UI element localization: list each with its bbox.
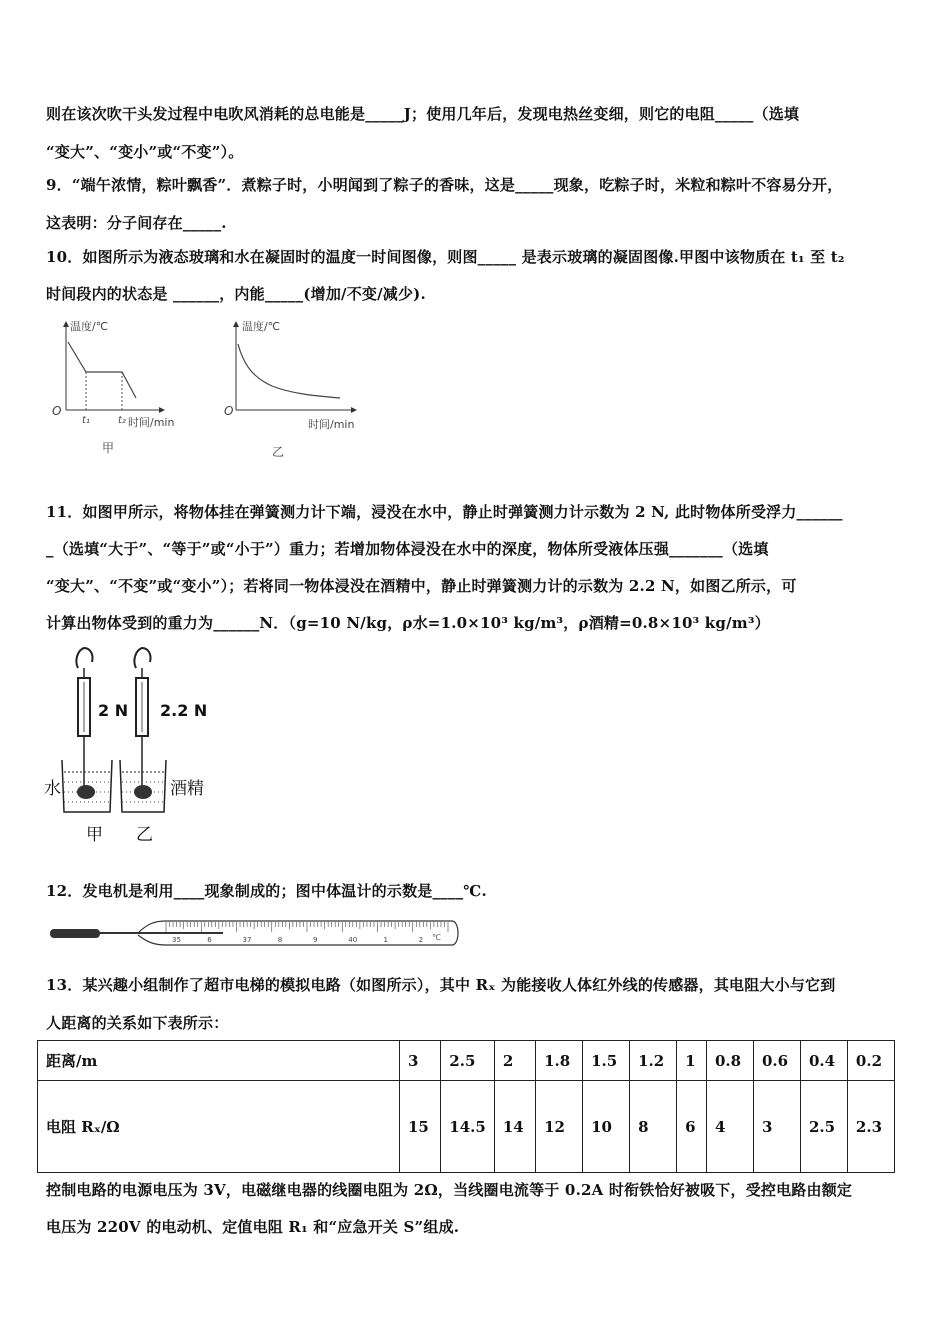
q13-text-line-1: 13．某兴趣小组制作了超市电梯的模拟电路（如图所示），其中 Rₓ 为能接收人体红外线的传感器，其电阻大小与它到 — [46, 976, 836, 994]
table-cell: 2.5 — [800, 1081, 847, 1173]
table-cell: 1.8 — [536, 1041, 583, 1081]
table-cell: 6 — [677, 1081, 707, 1173]
row-header-resistance: 电阻 Rₓ/Ω — [38, 1081, 400, 1173]
table-cell: 0.4 — [800, 1041, 847, 1081]
q11-text-line-1: 11．如图甲所示，将物体挂在弹簧测力计下端，浸没在水中，静止时弹簧测力计示数为 2 N, 此时物体所受浮力______ — [46, 503, 843, 521]
t2-label: t₂ — [118, 415, 126, 426]
tick-label: 40 — [348, 936, 358, 944]
thermometer — [48, 915, 463, 951]
tick-label: 1 — [383, 936, 388, 944]
caption: 甲 — [102, 441, 115, 455]
table-cell: 8 — [630, 1081, 677, 1173]
q11-text-line-4: 计算出物体受到的重力为______N．（g=10 N/kg，ρ水=1.0×10³ kg/m³，ρ酒精=0.8×10³ kg/m³） — [46, 614, 770, 632]
table-cell: 2.5 — [441, 1041, 495, 1081]
table-cell: 2 — [494, 1041, 535, 1081]
q13-text-line-4: 电压为 220V 的电动机、定值电阻 R₁ 和“应急开关 S”组成. — [46, 1218, 460, 1236]
q12-text-line-1: 12．发电机是利用____现象制成的；图中体温计的示数是____℃. — [46, 882, 487, 900]
table-cell: 1 — [677, 1041, 707, 1081]
spring-scale-left — [76, 648, 92, 788]
tick-label: 6 — [207, 936, 212, 944]
q9-text-line-2: 这表明：分子间存在_____. — [46, 214, 227, 232]
graph-yi — [222, 316, 382, 462]
tick-label: 2 — [418, 936, 424, 944]
origin-label: O — [224, 404, 234, 418]
table-cell: 1.5 — [583, 1041, 630, 1081]
caption-right: 乙 — [136, 825, 153, 845]
beaker-left — [62, 760, 112, 812]
table-cell: 3 — [753, 1081, 800, 1173]
table-cell: 2.3 — [847, 1081, 894, 1173]
ylabel: 温度/℃ — [70, 320, 109, 333]
q8-text-line-2: “变大”、“变小”或“不变”）。 — [46, 143, 244, 161]
liquid-left-label: 水 — [44, 779, 61, 799]
tick-label: 37 — [242, 936, 252, 944]
table-row — [38, 1041, 895, 1081]
q8-text-line-1: 则在该次吹干头发过程中电吹风消耗的总电能是_____J；使用几年后，发现电热丝变细，则它的电阻_____（选填 — [46, 105, 800, 123]
cooling-curve — [238, 344, 340, 398]
origin-label: O — [52, 404, 62, 418]
q10-text-line-2: 时间段内的状态是 ______，内能_____(增加/不变/减少). — [46, 285, 426, 303]
unit-label: ℃ — [432, 933, 441, 942]
liquid-right-label: 酒精 — [170, 779, 204, 799]
q10-text-line-1: 10．如图所示为液态玻璃和水在凝固时的温度一时间图像，则图_____ 是表示玻璃的凝固图像.甲图中该物质在 t₁ 至 t₂ — [46, 248, 845, 266]
table-cell: 15 — [400, 1081, 441, 1173]
row-header-distance: 距离/m — [38, 1041, 400, 1081]
q9-text-line-1: 9．“端午浓情，粽叶飘香”．煮粽子时，小明闻到了粽子的香味，这是_____现象，吃粽子时，米粒和粽叶不容易分开， — [46, 176, 843, 194]
table-cell: 0.8 — [706, 1041, 753, 1081]
ylabel: 温度/℃ — [242, 320, 281, 333]
q11-text-line-3: “变大”、“不变”或“变小”）；若将同一物体浸没在酒精中，静止时弹簧测力计的示数为 2.2 N，如图乙所示，可 — [46, 577, 797, 595]
caption-left: 甲 — [86, 825, 103, 845]
tick-label: 9 — [313, 936, 318, 944]
spring-scale-figure — [40, 640, 220, 850]
q13-text-line-2: 人距离的关系如下表所示： — [46, 1014, 229, 1032]
beaker-right — [120, 760, 166, 812]
table-cell: 14.5 — [441, 1081, 495, 1173]
spring-scale-right — [134, 648, 150, 788]
table-cell: 4 — [706, 1081, 753, 1173]
mercury-bulb — [50, 929, 100, 938]
table-cell: 14 — [494, 1081, 535, 1173]
table-cell: 1.2 — [630, 1041, 677, 1081]
table-cell: 3 — [400, 1041, 441, 1081]
xlabel: 时间/min — [128, 416, 175, 429]
q13-text-line-3: 控制电路的电源电压为 3V，电磁继电器的线圈电阻为 2Ω，当线圈电流等于 0.2A 时衔铁恰好被吸下，受控电路由额定 — [46, 1181, 853, 1199]
table-row — [38, 1081, 895, 1173]
t1-label: t₁ — [82, 415, 90, 426]
table-cell: 10 — [583, 1081, 630, 1173]
reading-right: 2.2 N — [160, 701, 208, 720]
distance-resistance-table — [37, 1040, 895, 1173]
q11-text-line-2: _（选填“大于”、“等于”或“小于”）重力；若增加物体浸没在水中的深度，物体所受液体压强_______（选填 — [46, 540, 769, 558]
table-cell: 0.2 — [847, 1041, 894, 1081]
table-cell: 12 — [536, 1081, 583, 1173]
table-cell: 0.6 — [753, 1041, 800, 1081]
graph-jia — [44, 316, 204, 458]
reading-left: 2 N — [98, 701, 129, 720]
caption: 乙 — [272, 445, 285, 459]
cooling-curve — [68, 342, 136, 398]
xlabel: 时间/min — [308, 418, 355, 431]
tick-label: 35 — [172, 936, 181, 944]
tick-label: 8 — [277, 936, 283, 944]
